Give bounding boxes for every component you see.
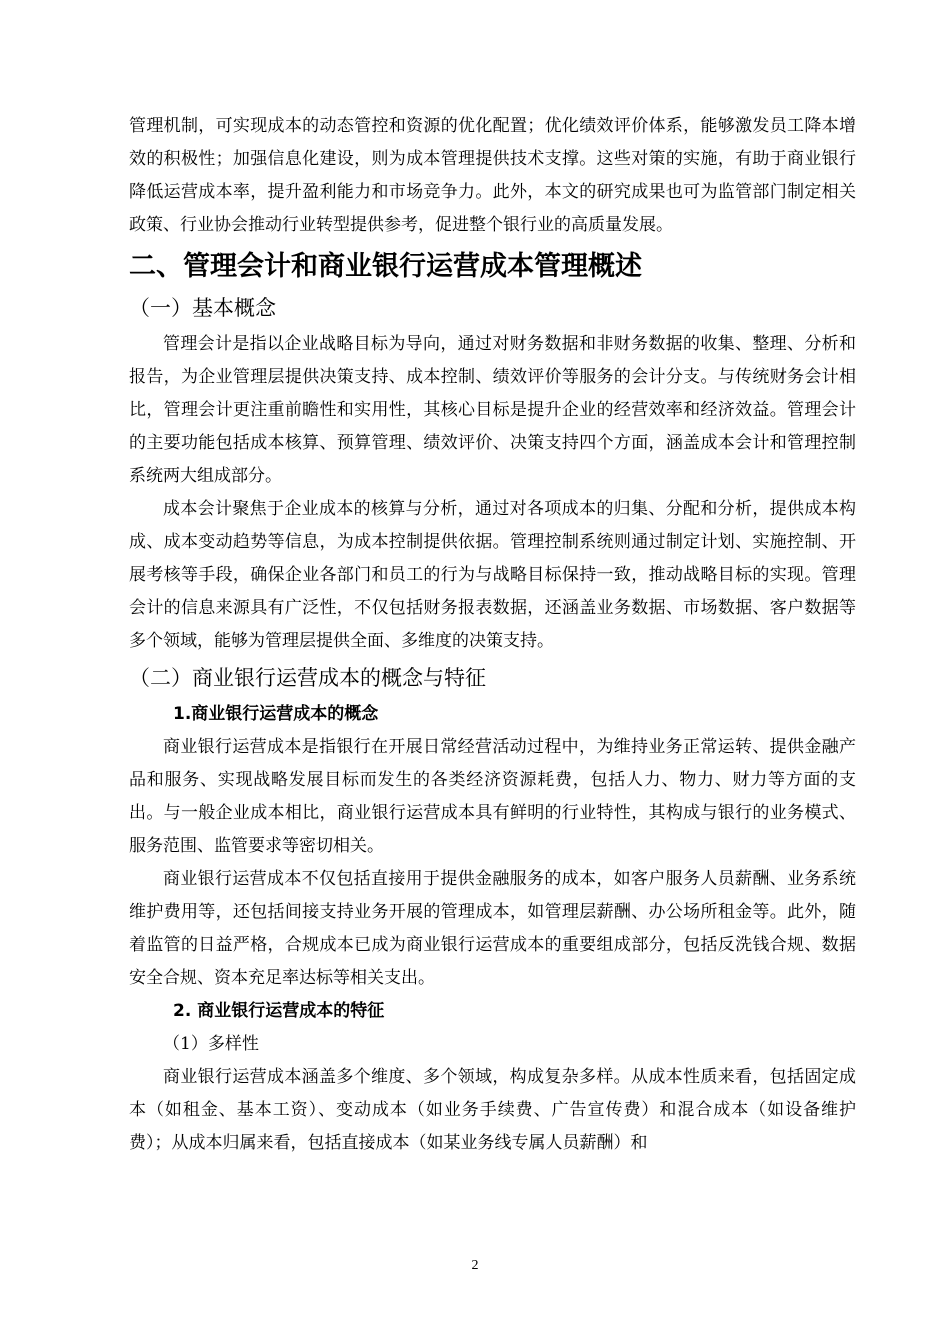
page-number: 2	[471, 1258, 479, 1273]
paragraph-cost-accounting: 成本会计聚焦于企业成本的核算与分析，通过对各项成本的归集、分配和分析，提供成本构成、成本变动趋势等信息，为成本控制提供依据。管理控制系统则通过制定计划、实施控制、开展考核等手段，确保企业各部门和员工的行为与战略目标保持一致，推动战略目标的实现。管理会计的信息来源具有广泛性，不仅包括财务报表数据，还涵盖业务数据、市场数据、客户数据等多个领域，能够为管理层提供全面、多维度的决策支持。	[129, 499, 856, 651]
paragraph-cost-definition: 商业银行运营成本是指银行在开展日常经营活动过程中，为维持业务正常运转、提供金融产品和服务、实现战略发展目标而发生的各类经济资源耗费，包括人力、物力、财力等方面的支出。与一般企业成本相比，商业银行运营成本具有鲜明的行业特性，其构成与银行的业务模式、服务范围、监管要求等密切相关。	[129, 737, 856, 856]
paragraph-management-accounting: 管理会计是指以企业战略目标为导向，通过对财务数据和非财务数据的收集、整理、分析和报告，为企业管理层提供决策支持、成本控制、绩效评价等服务的会计分支。与传统财务会计相比，管理会计更注重前瞻性和实用性，其核心目标是提升企业的经营效率和经济效益。管理会计的主要功能包括成本核算、预算管理、绩效评价、决策支持四个方面，涵盖成本会计和管理控制系统两大组成部分。	[129, 334, 856, 486]
intro-paragraph: 管理机制，可实现成本的动态管控和资源的优化配置；优化绩效评价体系，能够激发员工降本增效的积极性；加强信息化建设，则为成本管理提供技术支撑。这些对策的实施，有助于商业银行降低运营成本率，提升盈利能力和市场竞争力。此外，本文的研究成果也可为监管部门制定相关政策、行业协会推动行业转型提供参考，促进整个银行业的高质量发展。	[129, 116, 856, 235]
page-content	[129, 110, 856, 1160]
subsection-heading-basic-concepts: （一）基本概念	[129, 296, 276, 320]
paragraph-diversity: 商业银行运营成本涵盖多个维度、多个领域，构成复杂多样。从成本性质来看，包括固定成本（如租金、基本工资）、变动成本（如业务手续费、广告宣传费）和混合成本（如设备维护费）；从成本归属来看，包括直接成本（如某业务线专属人员薪酬）和	[129, 1067, 856, 1153]
subsection-heading-operating-cost: （二）商业银行运营成本的概念与特征	[129, 666, 486, 690]
list-item-diversity: （1）多样性	[163, 1034, 259, 1054]
section-heading: 二、管理会计和商业银行运营成本管理概述	[129, 251, 642, 282]
heading-cost-features: 2. 商业银行运营成本的特征	[173, 1001, 385, 1021]
paragraph-cost-composition: 商业银行运营成本不仅包括直接用于提供金融服务的成本，如客户服务人员薪酬、业务系统维护费用等，还包括间接支持业务开展的管理成本，如管理层薪酬、办公场所租金等。此外，随着监管的日益严格，合规成本已成为商业银行运营成本的重要组成部分，包括反洗钱合规、数据安全合规、资本充足率达标等相关支出。	[129, 869, 856, 988]
heading-cost-concept: 1.商业银行运营成本的概念	[173, 704, 379, 724]
